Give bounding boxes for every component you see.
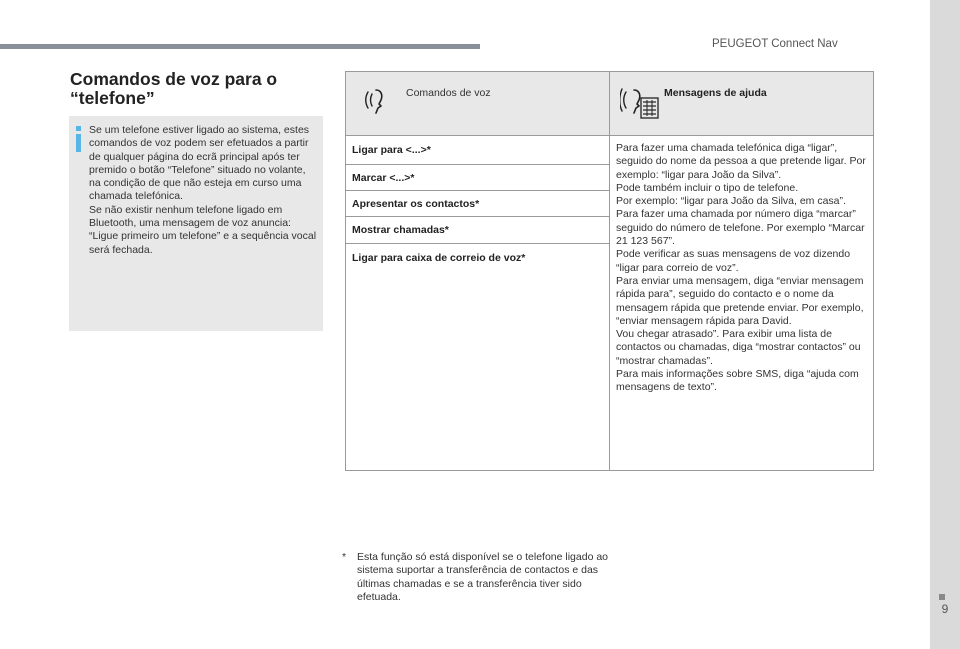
- help-column-header: Mensagens de ajuda: [664, 87, 767, 99]
- command-voicemail: Ligar para caixa de correio de voz*: [352, 252, 526, 264]
- row-divider: [346, 216, 609, 217]
- row-divider: [346, 190, 609, 191]
- voice-commands-table: [345, 71, 874, 471]
- commands-column-header: Comandos de voz: [406, 87, 491, 99]
- footnote-text: Esta função só está disponível se o telefone ligado ao sistema suportar a transferência de contactos e das últimas chamadas e se a transferência tiver sido efetuada.: [357, 551, 609, 603]
- voice-command-icon: [364, 86, 394, 114]
- info-text: Se um telefone estiver ligado ao sistema, estes comandos de voz podem ser efetuados a partir de qualquer página do ecrã principal após ter premido o botão “Telefone” situado no volante, na condição de que não esteja em curso uma chamada telefónica. Se não existir nenhum telefone ligado em Bluetooth, uma mensagem de voz anuncia: “Ligue primeiro um telefone” e a sequência vocal será fechada.: [89, 124, 317, 256]
- page-marker: [939, 594, 945, 600]
- row-divider: [346, 243, 609, 244]
- footnote-marker: *: [342, 551, 347, 563]
- command-show-contacts: Apresentar os contactos*: [352, 198, 480, 210]
- brand-name: PEUGEOT Connect Nav: [712, 38, 838, 50]
- help-messages-text: Para fazer uma chamada telefónica diga “ligar”, seguido do nome da pessoa a que pretende ligar. Por exemplo: “ligar para João da Silva”. Pode também incluir o tipo de telefone. Por exemplo: “ligar para João da Silva, em casa”. Para fazer uma chamada por número diga “marcar” seguido do número de telefone. Por exemplo “Marcar 21 123 567”. Pode verificar as suas mensagens de voz dizendo “ligar para correio de voz”. Para enviar uma mensagem, diga “enviar mensagem rápida para”, seguido do contacto e o nome da mensagem rápida que pretende enviar. Por exemplo, “enviar mensagem rápida para David. Vou chegar atrasado”. Para exibir uma lista de contactos ou chamadas, diga “mostrar contactos” ou “mostrar chamadas”. Para mais informações sobre SMS, diga “ajuda com mensagens de texto”.: [616, 142, 866, 394]
- page-number: 9: [941, 602, 949, 616]
- command-show-calls: Mostrar chamadas*: [352, 224, 449, 236]
- row-divider: [346, 164, 609, 165]
- header-rule: [0, 44, 480, 49]
- help-message-icon: [620, 86, 660, 120]
- column-divider: [609, 72, 610, 470]
- command-dial: Marcar <...>*: [352, 172, 415, 184]
- section-title: Comandos de voz para o “telefone”: [70, 69, 278, 108]
- command-call: Ligar para <...>*: [352, 144, 431, 156]
- info-box: [69, 116, 323, 331]
- info-icon: [76, 126, 81, 152]
- page-edge-band: [930, 0, 960, 649]
